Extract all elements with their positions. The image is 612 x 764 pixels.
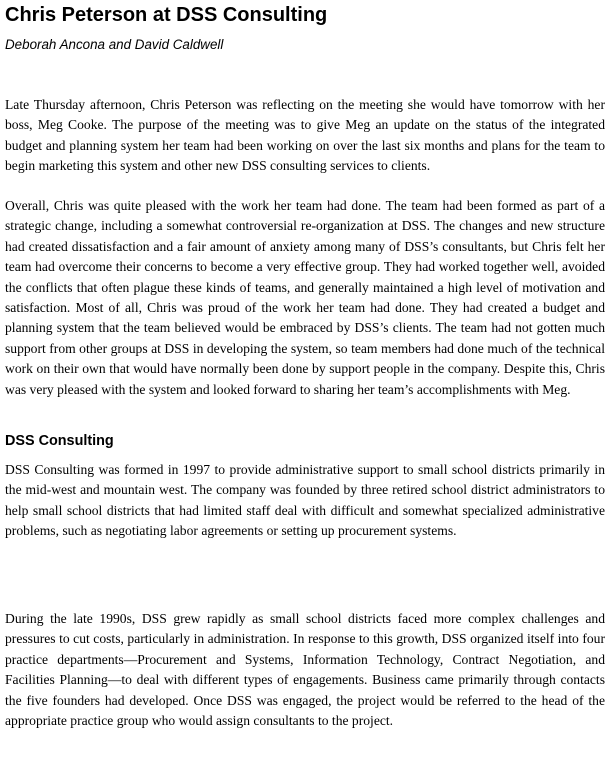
section-paragraph-1: DSS Consulting was formed in 1997 to provide administrative support to small school districts primarily in the mid-west and mountain west. The company was founded by three retired school district administrators to help small school districts that had limited staff deal with difficult and somewhat specialized administrative problems, such as negotiating labor agreements or setting up procurement systems. [5, 462, 605, 539]
section-paragraph-2: During the late 1990s, DSS grew rapidly as small school districts faced more complex challenges and pressures to cut costs, particularly in administration. In response to this growth, DSS organized itself into four practice departments—Procurement and Systems, Information Technology, Contract Negotiation, and Facilities Planning—to deal with different types of engagements. Business came primarily through contacts the five founders had developed. Once DSS was engaged, the project would be referred to the head of the appropriate practice group who would assign consultants to the project. [5, 611, 605, 729]
document-authors: Deborah Ancona and David Caldwell [5, 37, 224, 52]
document-title: Chris Peterson at DSS Consulting [5, 4, 328, 26]
intro-paragraph-1: Late Thursday afternoon, Chris Peterson was reflecting on the meeting she would have tomorrow with her boss, Meg Cooke. The purpose of the meeting was to give Meg an update on the status of the integrated budget and planning system her team had been working on over the last six months and plans for the team to begin marketing this system and other new DSS consulting services to clients. [5, 97, 605, 174]
section-heading-dss-consulting: DSS Consulting [5, 433, 114, 449]
intro-paragraph-2: Overall, Chris was quite pleased with the work her team had done. The team had been formed as part of a strategic change, including a somewhat controversial re-organization at DSS. The changes and new structure had created dissatisfaction and a fair amount of anxiety among many of DSS’s consultants, but Chris felt her team had overcome their concerns to become a very effective group. They had worked together well, avoided the conflicts that often plague these kinds of teams, and generally maintained a high level of motivation and satisfaction. Most of all, Chris was proud of the work her team had done. They had created a budget and planning system that the team believed would be embraced by DSS’s clients. The team had not gotten much support from other groups at DSS in developing the system, so team members had done much of the technical work on their own that would have normally been done by support people in the company. Despite this, Chris was very pleased with the system and looked forward to sharing her team’s accomplishments with Meg. [5, 198, 605, 397]
